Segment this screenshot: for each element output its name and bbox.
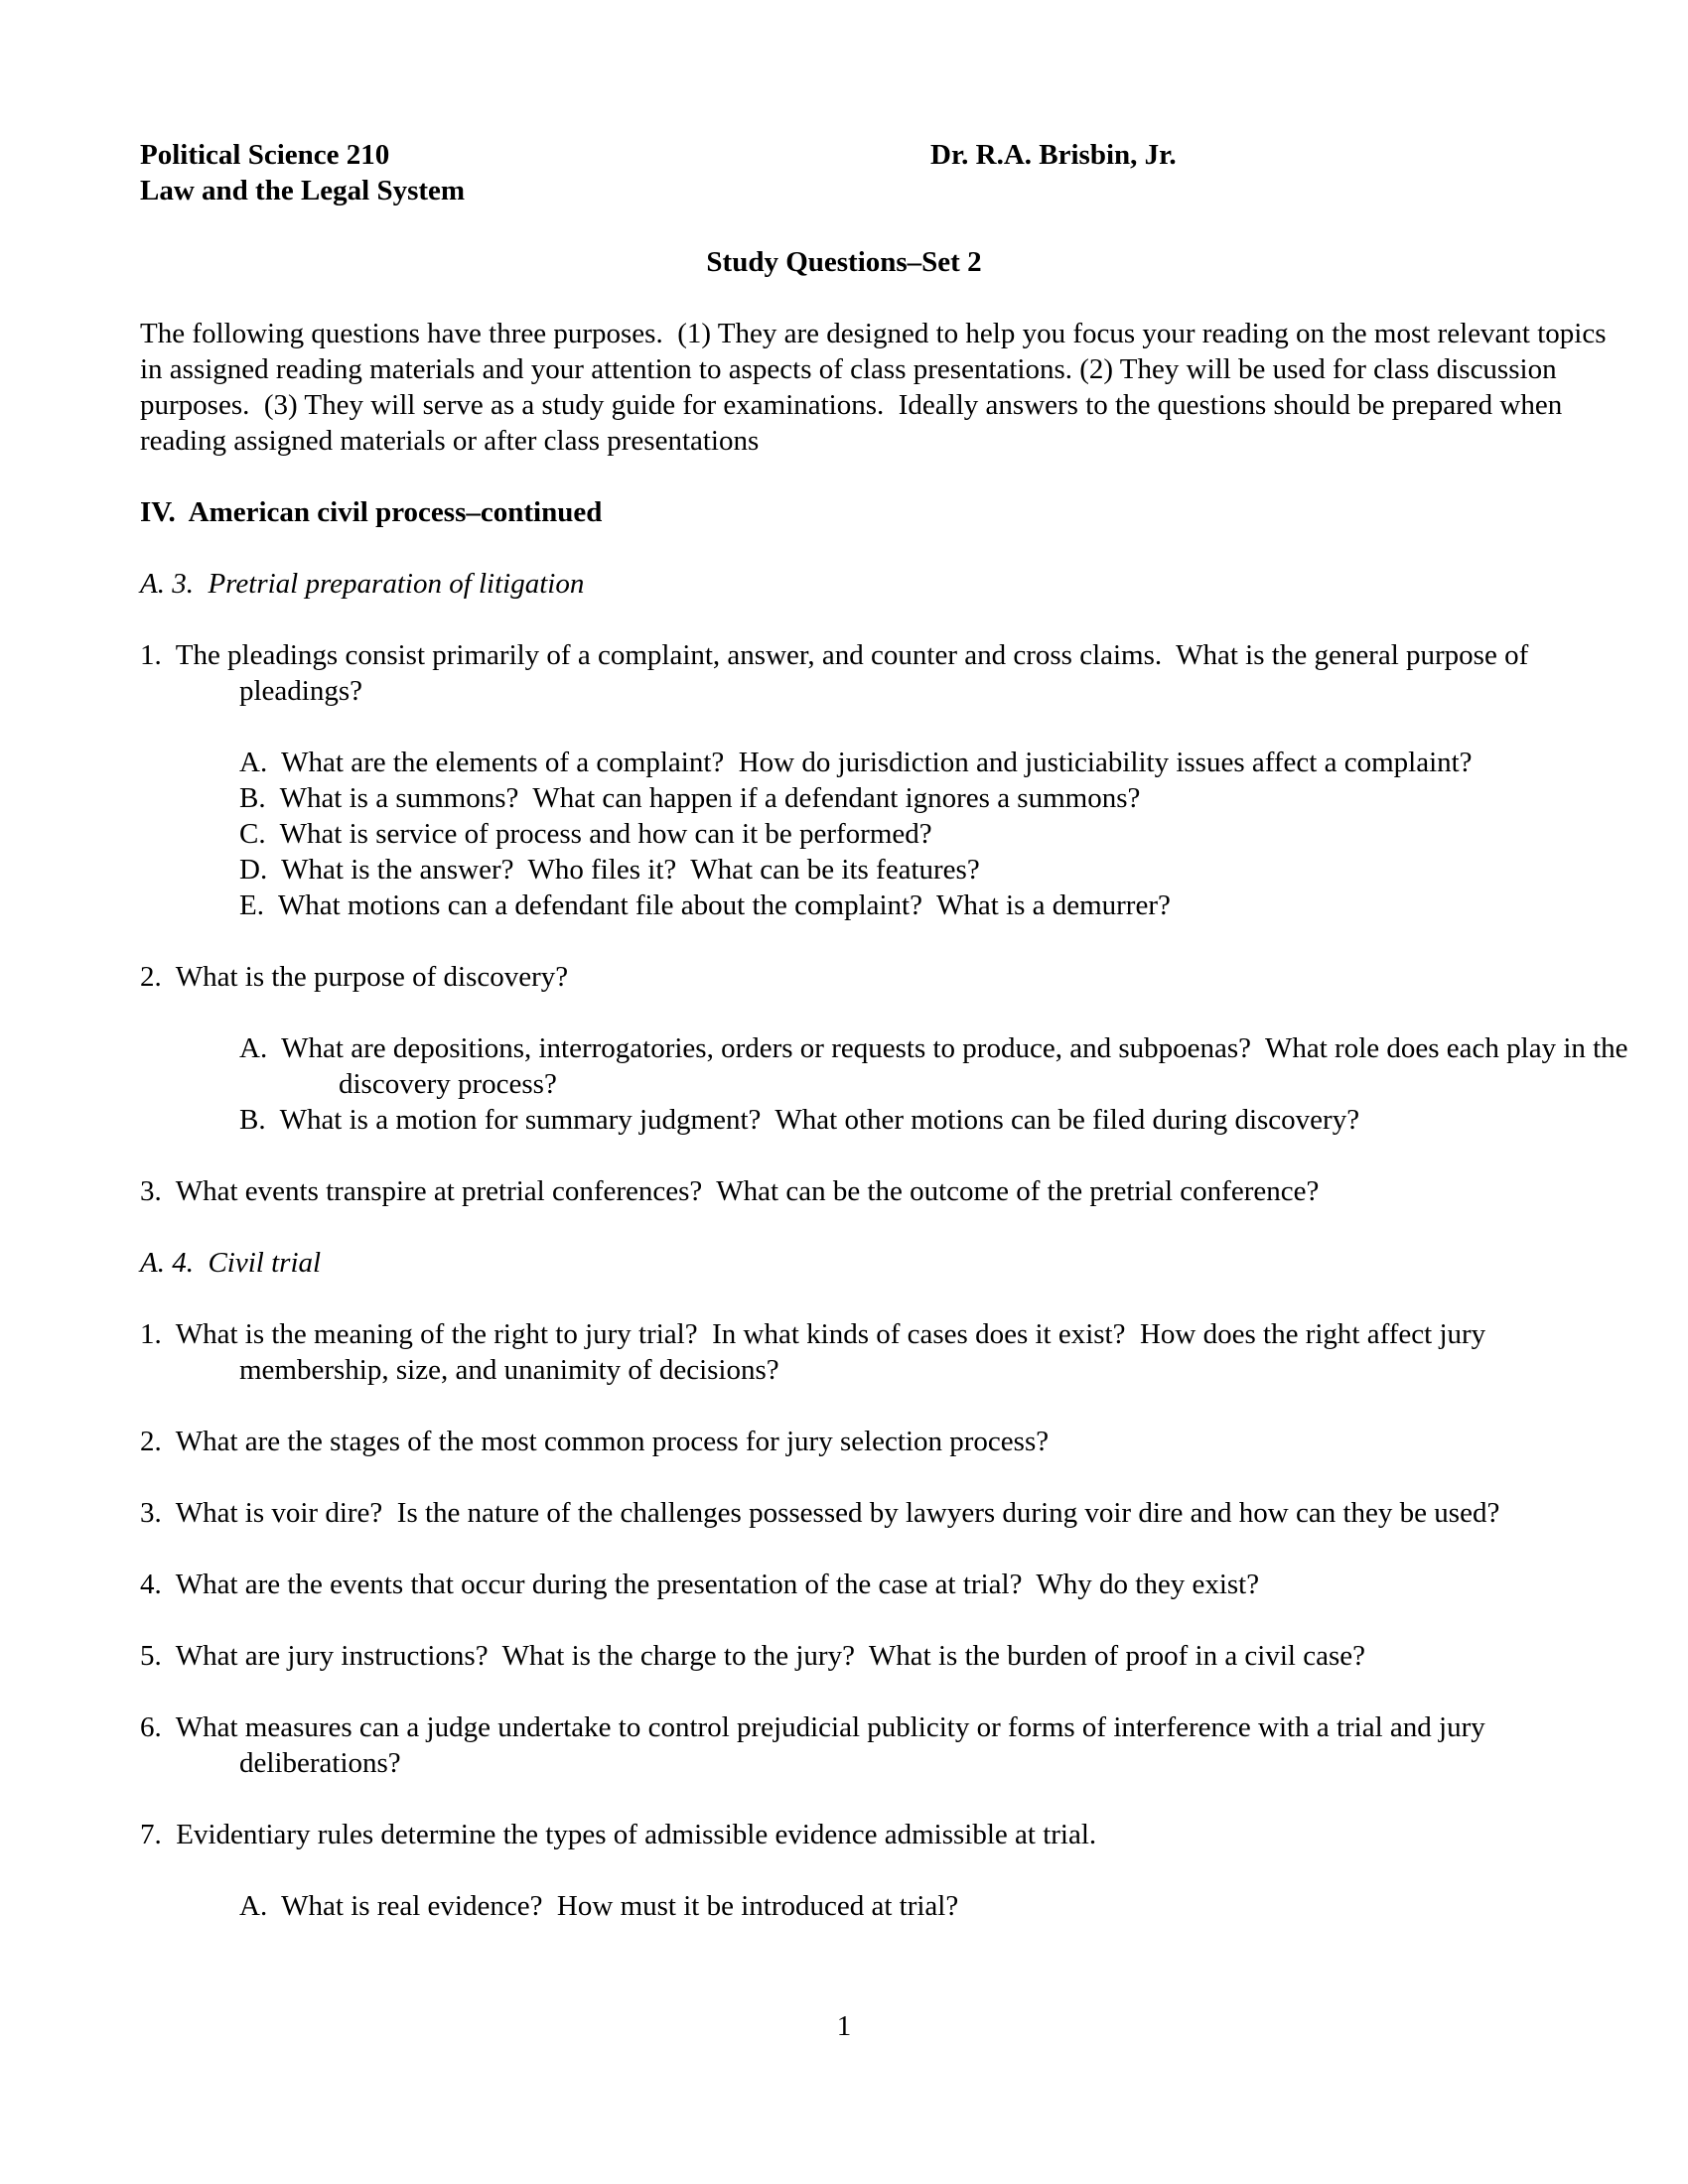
intro-paragraph: The following questions have three purposes. (1) They are designed to help you focus your reading on the most relevant topics in assigned reading materials and your attention to aspects of class presentations. (2) They will be used for class discussion purposes. (3) They will serve as a study guide for examinations. Ideally answers to the questions should be prepared when reading assigned materials or after class presentations: [140, 318, 1614, 457]
subquestion-a3-1-c: C. What is service of process and how can it be performed?: [239, 818, 932, 850]
subquestion-a3-2-b: B. What is a motion for summary judgment? What other motions can be filed during discovery?: [239, 1104, 1360, 1136]
question-a4-1: 1. What is the meaning of the right to jury trial? In what kinds of cases does it exist? How does the right affect jury membership, size, and unanimity of decisions?: [140, 1318, 1493, 1386]
subquestion-a3-1-b: B. What is a summons? What can happen if a defendant ignores a summons?: [239, 782, 1141, 814]
question-a3-3: 3. What events transpire at pretrial conferences? What can be the outcome of the pretrial conference?: [140, 1175, 1320, 1207]
subsection-heading-a3: A. 3. Pretrial preparation of litigation: [140, 568, 585, 600]
header-row-1: [140, 137, 1629, 173]
subquestion-a3-1-e: E. What motions can a defendant file about the complaint? What is a demurrer?: [239, 889, 1171, 921]
subquestion-a3-2-a: A. What are depositions, interrogatories, orders or requests to produce, and subpoenas? What role does each play in the discovery process?: [239, 1032, 1635, 1100]
subquestion-a3-1-a: A. What are the elements of a complaint? How do jurisdiction and justiciability issues affect a complaint?: [239, 747, 1473, 778]
question-a4-4: 4. What are the events that occur during the presentation of the case at trial? Why do they exist?: [140, 1569, 1260, 1600]
subsection-heading-a4: A. 4. Civil trial: [140, 1247, 322, 1279]
subquestion-a3-1-d: D. What is the answer? Who files it? What can be its features?: [239, 854, 980, 886]
document-title: Study Questions–Set 2: [706, 246, 982, 278]
question-a4-5: 5. What are jury instructions? What is the charge to the jury? What is the burden of proof in a civil case?: [140, 1640, 1366, 1672]
subquestion-list-a3-2: [140, 1030, 1635, 1138]
question-a4-3: 3. What is voir dire? Is the nature of the challenges possessed by lawyers during voir dire and how can they be used?: [140, 1497, 1500, 1529]
instructor-name: Dr. R.A. Brisbin, Jr.: [930, 139, 1177, 171]
document-content: [140, 137, 1635, 1924]
course-title: Law and the Legal System: [140, 175, 466, 206]
subquestion-list-a4-7: [140, 1888, 1629, 1924]
question-a3-1: 1. The pleadings consist primarily of a complaint, answer, and counter and cross claims. What is the general purpose of pleadings?: [140, 639, 1536, 707]
page-number: 1: [836, 2010, 852, 2042]
question-a4-2: 2. What are the stages of the most common process for jury selection process?: [140, 1426, 1050, 1457]
subquestion-list-a3-1: [140, 745, 1629, 923]
question-a4-7: 7. Evidentiary rules determine the types of admissible evidence admissible at trial.: [140, 1819, 1097, 1850]
section-heading-iv: IV. American civil process–continued: [140, 496, 603, 528]
subquestion-a4-7-a: A. What is real evidence? How must it be introduced at trial?: [239, 1890, 959, 1922]
question-a3-2: 2. What is the purpose of discovery?: [140, 961, 569, 993]
question-a4-6: 6. What measures can a judge undertake to control prejudicial publicity or forms of interference with a trial and jury deliberations?: [140, 1711, 1492, 1779]
course-number: Political Science 210: [140, 139, 390, 171]
